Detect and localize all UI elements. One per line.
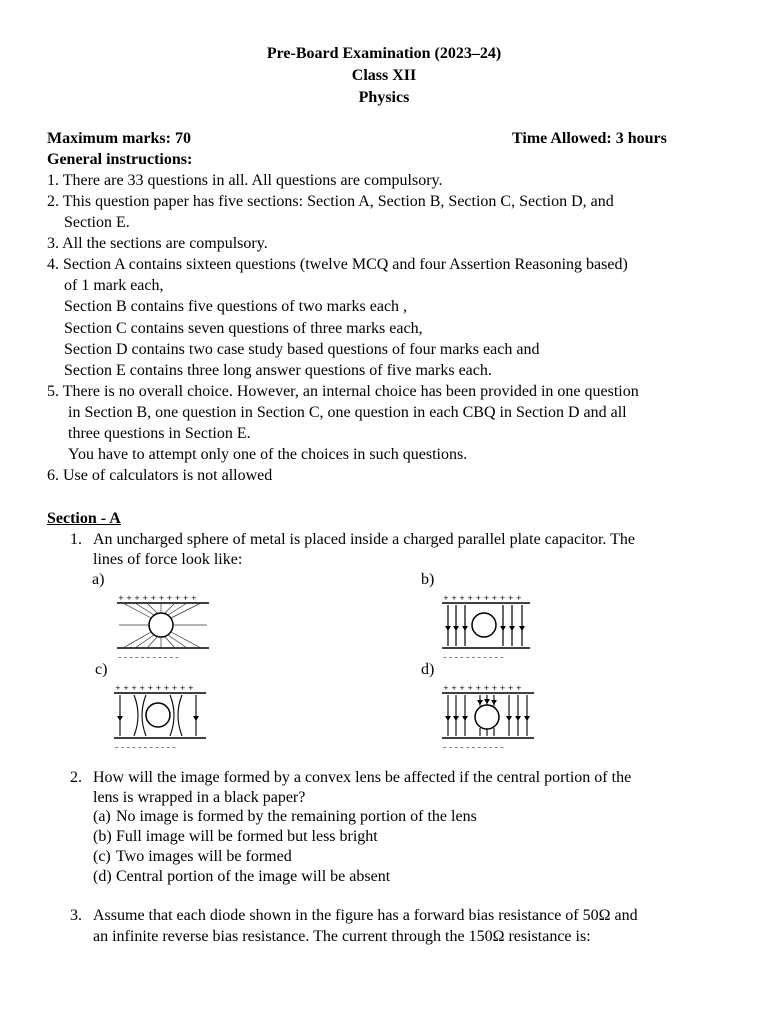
instructions-heading: General instructions: [47, 151, 193, 168]
negative-plate-label: – – – – – – – – – – – [443, 743, 504, 751]
q2-option-b [93, 827, 378, 847]
q2-number: 2. [70, 769, 82, 786]
instruction-line: Section B contains five questions of two marks each , [64, 298, 408, 315]
option-text: Full image will be formed but less bright [116, 828, 378, 845]
option-text: No image is formed by the remaining portion of the lens [116, 808, 477, 825]
option-text: Central portion of the image will be absent [116, 868, 391, 885]
instruction-line: of 1 mark each, [64, 277, 164, 294]
instruction-line: 1. There are 33 questions in all. All questions are compulsory. [47, 172, 443, 189]
q1-text: lines of force look like: [93, 551, 243, 568]
q1-figure-b [440, 590, 532, 662]
q1-figure-c [112, 680, 208, 752]
instruction-line: 2. This question paper has five sections: Section A, Section B, Section C, Section D, and [47, 193, 614, 210]
q2-text: How will the image formed by a convex lens be affected if the central portion of the [93, 769, 632, 786]
q1-option-c-label: c) [95, 661, 108, 678]
q2-option-a [93, 807, 477, 827]
time-allowed: Time Allowed: 3 hours [512, 130, 667, 147]
section-a-heading: Section - A [47, 510, 121, 527]
subject-label: Physics [358, 89, 410, 106]
instruction-line: 6. Use of calculators is not allowed [47, 467, 273, 484]
instruction-line: three questions in Section E. [68, 425, 251, 442]
instruction-line: Section E contains three long answer questions of five marks each. [64, 362, 492, 379]
instruction-line: 5. There is no overall choice. However, an internal choice has been provided in one question [47, 383, 639, 400]
instruction-line: You have to attempt only one of the choices in such questions. [68, 446, 468, 463]
positive-plate-label: + + + + + + + + + + [118, 594, 197, 602]
q2-option-d [93, 867, 391, 887]
class-label: Class XII [351, 67, 417, 84]
q1-option-a-label: a) [92, 571, 105, 588]
q1-figure-d [440, 680, 536, 752]
instruction-line: in Section B, one question in Section C, one question in each CBQ in Section D and all [68, 404, 627, 421]
option-label: (d) [93, 868, 112, 885]
exam-title: Pre-Board Examination (2023–24) [266, 45, 502, 62]
option-text: Two images will be formed [116, 848, 292, 865]
negative-plate-label: – – – – – – – – – – – [118, 653, 179, 661]
q1-text: An uncharged sphere of metal is placed inside a charged parallel plate capacitor. The [93, 531, 635, 548]
instruction-line: Section C contains seven questions of three marks each, [64, 320, 423, 337]
instruction-line: Section E. [64, 214, 130, 231]
instruction-line: 3. All the sections are compulsory. [47, 235, 268, 252]
q3-text: Assume that each diode shown in the figure has a forward bias resistance of 50Ω and [93, 907, 638, 924]
option-label: (c) [93, 848, 111, 865]
max-marks: Maximum marks: 70 [47, 130, 191, 147]
q1-number: 1. [70, 531, 82, 548]
q1-option-b-label: b) [421, 571, 435, 588]
instruction-line: Section D contains two case study based questions of four marks each and [64, 341, 540, 358]
q2-text: lens is wrapped in a black paper? [93, 789, 306, 806]
q2-option-c [93, 847, 292, 867]
q1-option-d-label: d) [421, 661, 435, 678]
positive-plate-label: + + + + + + + + + + [443, 684, 522, 692]
q3-text: an infinite reverse bias resistance. The current through the 150Ω resistance is: [93, 928, 591, 945]
option-label: (b) [93, 828, 112, 845]
negative-plate-label: – – – – – – – – – – – [443, 653, 504, 661]
negative-plate-label: – – – – – – – – – – – [115, 743, 176, 751]
q3-number: 3. [70, 907, 82, 924]
positive-plate-label: + + + + + + + + + + [443, 594, 522, 602]
option-label: (a) [93, 808, 111, 825]
instruction-line: 4. Section A contains sixteen questions (twelve MCQ and four Assertion Reasoning based) [47, 256, 628, 273]
positive-plate-label: + + + + + + + + + + [115, 684, 194, 692]
q1-figure-a [115, 590, 211, 662]
